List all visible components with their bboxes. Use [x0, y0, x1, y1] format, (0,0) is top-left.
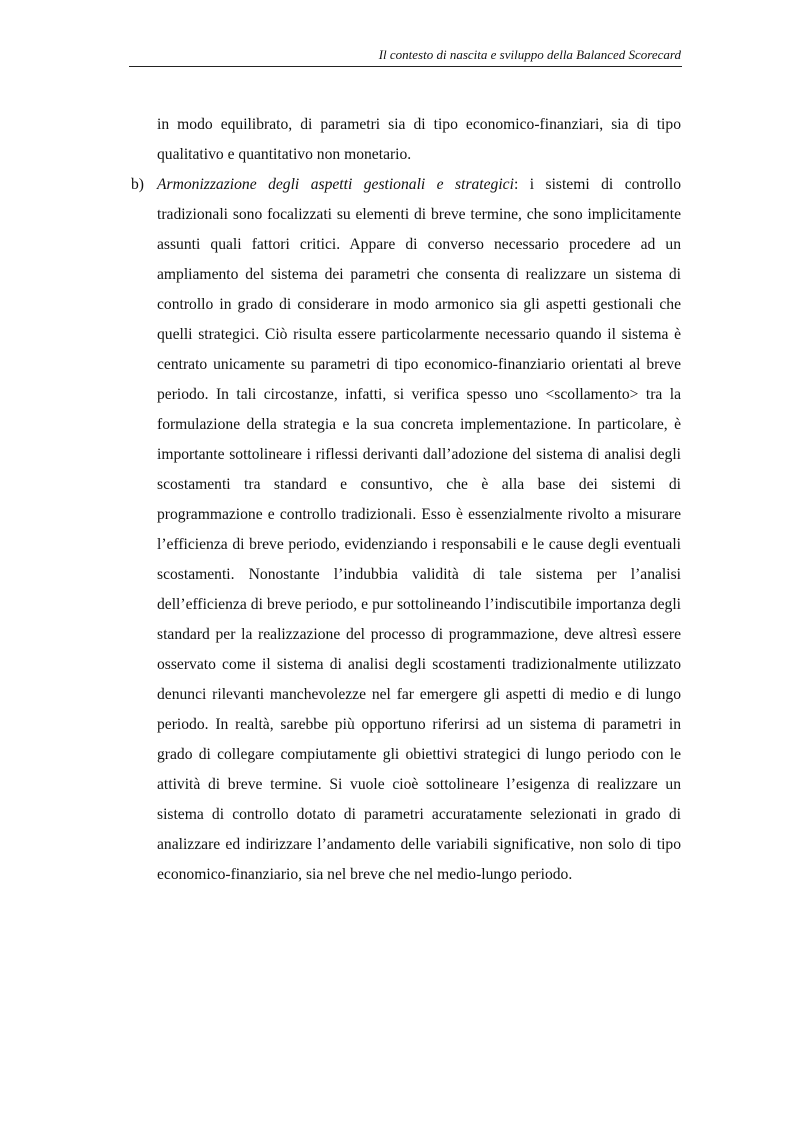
running-header: Il contesto di nascita e sviluppo della Balanced Scorecard	[378, 47, 681, 62]
page-body	[129, 110, 681, 890]
continued-paragraph: in modo equilibrato, di parametri sia di tipo economico-finanziari, sia di tipo qualitativo e quantitativo non monetario.	[157, 116, 681, 163]
list-item-marker: b)	[131, 176, 144, 193]
list-item-lead: Armonizzazione degli aspetti gestionali e strategici	[157, 176, 514, 193]
list-item-text: : i sistemi di controllo tradizionali sono focalizzati su elementi di breve termine, che sono implicitamente assunti quali fattori critici. Appare di converso necessario procedere ad un ampliamento del sistema dei parametri che consenta di realizzare un sistema di controllo in grado di considerare in modo armonico sia gli aspetti gestionali che quelli strategici. Ciò risulta essere particolarmente necessario quando il sistema è centrato unicamente su parametri di tipo economico-finanziario orientati al breve periodo. In tali circostanze, infatti, si verifica spesso uno <scollamento> tra la formulazione della strategia e la sua concreta implementazione. In particolare, è importante sottolineare i riflessi derivanti dall’adozione del sistema di analisi degli scostamenti tra standard e consuntivo, che è alla base dei sistemi di programmazione e controllo tradizionali. Esso è essenzialmente rivolto a misurare l’efficienza di breve periodo, evidenziando i responsabili e le cause degli eventuali scostamenti. Nonostante l’indubbia validità di tale sistema per l’analisi dell’efficienza di breve periodo, e pur sottolineando l’indiscutibile importanza degli standard per la realizzazione del processo di programmazione, deve altresì essere osservato come il sistema di analisi degli scostamenti tradizionalmente utilizzato denunci rilevanti manchevolezze nel far emergere gli aspetti di medio e di lungo periodo. In realtà, sarebbe più opportuno riferirsi ad un sistema di parametri in grado di collegare compiutamente gli obiettivi strategici di lungo periodo con le attività di breve termine. Si vuole cioè sottolineare l’esigenza di realizzare un sistema di controllo dotato di parametri accuratamente selezionati in grado di analizzare ed indirizzare l’andamento delle variabili significative, non solo di tipo economico-finanziario, sia nel breve che nel medio-lungo periodo.	[157, 176, 682, 883]
list-item-b	[129, 170, 681, 890]
header-rule	[129, 66, 682, 67]
